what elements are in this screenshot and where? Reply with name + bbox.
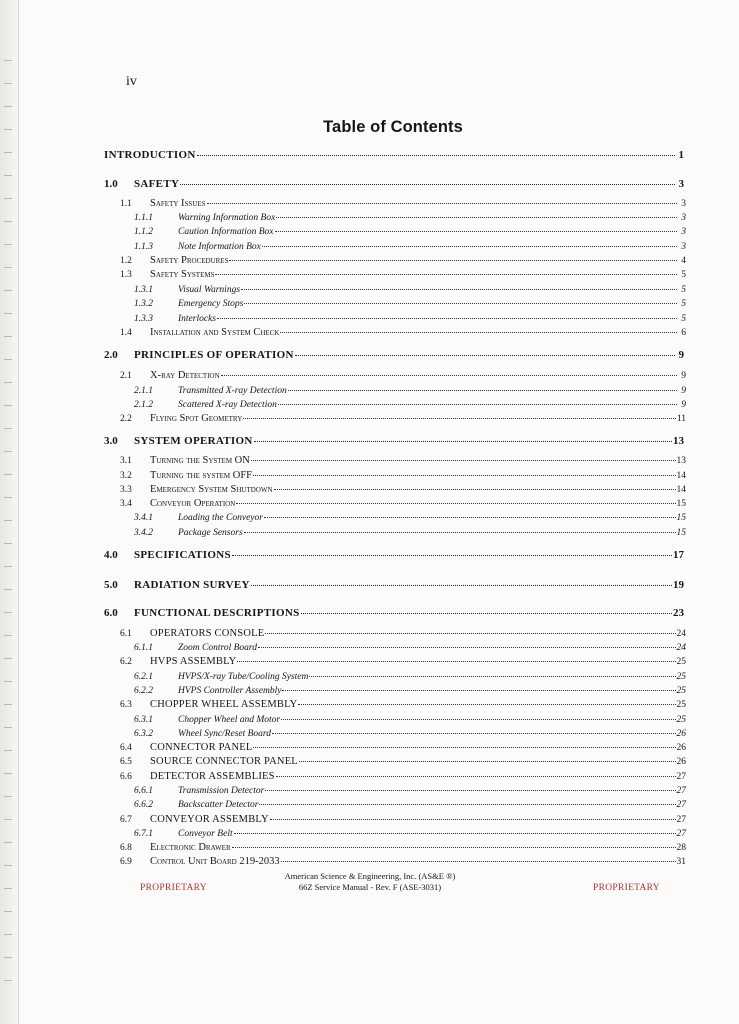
toc-entry-page: 3 xyxy=(681,199,686,209)
toc-entry[interactable] xyxy=(120,469,686,483)
binding-tick xyxy=(4,934,12,935)
toc-entry-page: 1 xyxy=(678,149,684,161)
dot-leader xyxy=(229,260,677,261)
toc-entry[interactable] xyxy=(120,855,686,869)
toc-entry-number: 2.1.1 xyxy=(134,386,153,396)
toc-entry[interactable] xyxy=(134,312,686,326)
dot-leader xyxy=(288,390,677,391)
toc-entry-page: 27 xyxy=(676,815,686,825)
toc-entry-page: 25 xyxy=(676,715,686,725)
dot-leader xyxy=(299,761,676,762)
toc-entry-page: 17 xyxy=(673,549,684,561)
dot-leader xyxy=(258,647,675,648)
toc-entry[interactable] xyxy=(134,784,686,798)
toc-entry-label: PRINCIPLES OF OPERATION xyxy=(134,349,294,361)
dot-leader xyxy=(251,585,672,586)
toc-entry-number: 6.2.2 xyxy=(134,686,153,696)
toc-entry-number: 2.2 xyxy=(120,414,132,424)
toc-entry-page: 24 xyxy=(676,629,686,639)
toc-entry[interactable] xyxy=(104,606,684,620)
toc-entry-label: CONVEYOR ASSEMBLY xyxy=(150,814,269,825)
toc-entry-number: 6.7 xyxy=(120,815,132,825)
page-number: iv xyxy=(126,74,137,89)
toc-entry-number: 1.3 xyxy=(120,270,132,280)
toc-entry-label: HVPS/X-ray Tube/Cooling System xyxy=(178,672,309,682)
toc-entry-page: 14 xyxy=(676,485,686,495)
toc-entry-page: 3 xyxy=(681,242,686,252)
toc-entry-number: 6.3.1 xyxy=(134,715,153,725)
toc-entry[interactable] xyxy=(104,548,684,562)
toc-entry-label: Chopper Wheel and Motor xyxy=(178,715,281,725)
dot-leader xyxy=(253,475,676,476)
toc-entry-number: 4.0 xyxy=(104,549,118,561)
toc-entry[interactable] xyxy=(120,698,686,712)
toc-entry-page: 25 xyxy=(676,686,686,696)
toc-entry-number: 2.0 xyxy=(104,349,118,361)
toc-entry-page: 19 xyxy=(673,579,684,591)
toc-entry-label: Control Unit Board 219-2033 xyxy=(150,856,280,867)
toc-entry[interactable] xyxy=(134,240,686,254)
toc-entry-label: Transmitted X-ray Detection xyxy=(178,386,287,396)
toc-entry[interactable] xyxy=(104,148,684,162)
dot-leader xyxy=(274,489,676,490)
toc-entry-page: 4 xyxy=(681,256,686,266)
toc-entry-label: HVPS ASSEMBLY xyxy=(150,656,237,667)
toc-entry-label: X-ray Detection xyxy=(150,370,220,381)
toc-entry-page: 5 xyxy=(681,299,686,309)
dot-leader xyxy=(180,184,675,185)
footer-manual: 66Z Service Manual - Rev. F (ASE-3031) xyxy=(298,882,442,892)
dot-leader xyxy=(232,847,676,848)
toc-entry-page: 28 xyxy=(676,843,686,853)
toc-entry-label: Caution Information Box xyxy=(178,227,274,237)
dot-leader xyxy=(244,303,677,304)
toc-entry-number: 6.6.1 xyxy=(134,786,153,796)
toc-entry-number: 6.4 xyxy=(120,743,132,753)
toc-entry[interactable] xyxy=(134,684,686,698)
toc-entry-page: 5 xyxy=(681,270,686,280)
toc-entry[interactable] xyxy=(134,670,686,684)
toc-entry[interactable] xyxy=(120,197,686,211)
toc-entry-number: 6.0 xyxy=(104,607,118,619)
toc-entry-label: Loading the Conveyor xyxy=(178,513,263,523)
toc-entry-label: Safety Issues xyxy=(150,198,206,209)
toc-entry[interactable] xyxy=(134,297,686,311)
toc-entry-page: 9 xyxy=(681,371,686,381)
toc-entry-page: 3 xyxy=(681,213,686,223)
toc-entry-label: OPERATORS CONSOLE xyxy=(150,628,265,639)
binding-tick xyxy=(4,911,12,912)
toc-entry[interactable] xyxy=(134,511,686,525)
toc-entry-number: 1.1.3 xyxy=(134,242,153,252)
toc-entry-page: 27 xyxy=(676,786,686,796)
toc-entry-page: 27 xyxy=(676,800,686,810)
toc-entry-number: 1.3.3 xyxy=(134,314,153,324)
toc-entry[interactable] xyxy=(134,727,686,741)
toc-entry-number: 6.9 xyxy=(120,857,132,867)
toc-entry[interactable] xyxy=(120,254,686,268)
toc-entry-number: 6.8 xyxy=(120,843,132,853)
toc-entry-number: 3.4 xyxy=(120,499,132,509)
toc-entry-label: Emergency Stops xyxy=(178,299,244,309)
toc-entry-number: 3.1 xyxy=(120,456,132,466)
toc-entry[interactable] xyxy=(134,225,686,239)
toc-entry-label: Conveyor Operation xyxy=(150,498,236,509)
toc-entry-page: 9 xyxy=(681,400,686,410)
toc-entry-page: 25 xyxy=(676,657,686,667)
dot-leader xyxy=(298,704,675,705)
toc-entry[interactable] xyxy=(120,497,686,511)
toc-entry-page: 15 xyxy=(676,513,686,523)
toc-entry-page: 3 xyxy=(681,227,686,237)
toc-entry-label: HVPS Controller Assembly xyxy=(178,686,282,696)
dot-leader xyxy=(207,203,677,204)
dot-leader xyxy=(197,155,675,156)
toc-entry-number: 1.1.1 xyxy=(134,213,153,223)
toc-entry[interactable] xyxy=(120,483,686,497)
toc-entry-number: 6.1.1 xyxy=(134,643,153,653)
toc-entry-number: 6.2.1 xyxy=(134,672,153,682)
toc-entry-label: Turning the System ON xyxy=(150,455,250,466)
toc-entry-label: RADIATION SURVEY xyxy=(134,579,250,591)
toc-entry-number: 2.1 xyxy=(120,371,132,381)
dot-leader xyxy=(270,819,676,820)
toc-entry-label: Zoom Control Board xyxy=(178,643,258,653)
dot-leader xyxy=(282,690,675,691)
toc-entry-number: 6.3.2 xyxy=(134,729,153,739)
toc-entry[interactable] xyxy=(104,177,684,191)
toc-entry-number: 5.0 xyxy=(104,579,118,591)
toc-entry[interactable] xyxy=(120,369,686,383)
toc-entry-page: 26 xyxy=(676,743,686,753)
toc-entry-label: INTRODUCTION xyxy=(104,149,196,161)
toc-entry-number: 1.3.1 xyxy=(134,285,153,295)
page-title: Table of Contents xyxy=(323,118,463,136)
dot-leader xyxy=(243,418,676,419)
toc-entry[interactable] xyxy=(120,770,686,784)
toc-entry-label: CONNECTOR PANEL xyxy=(150,742,253,753)
toc-entry[interactable] xyxy=(134,398,686,412)
dot-leader xyxy=(309,676,675,677)
toc-entry-label: Warning Information Box xyxy=(178,213,276,223)
toc-entry-label: Interlocks xyxy=(178,314,216,324)
dot-leader xyxy=(276,776,676,777)
toc-entry-number: 6.7.1 xyxy=(134,829,153,839)
toc-entry-label: Package Sensors xyxy=(178,528,243,538)
toc-entry-number: 1.2 xyxy=(120,256,132,266)
dot-leader xyxy=(217,318,677,319)
dot-leader xyxy=(280,332,677,333)
toc-entry-page: 9 xyxy=(678,349,684,361)
toc-entry-label: Backscatter Detector xyxy=(178,800,259,810)
proprietary-right: PROPRIETARY xyxy=(593,883,660,893)
toc-entry-label: Safety Procedures xyxy=(150,255,229,266)
toc-entry[interactable] xyxy=(104,578,684,592)
toc-entry-label: Wheel Sync/Reset Board xyxy=(178,729,272,739)
toc-entry-page: 24 xyxy=(676,643,686,653)
toc-entry-number: 1.1 xyxy=(120,199,132,209)
toc-entry-label: Scattered X-ray Detection xyxy=(178,400,277,410)
toc-entry-number: 1.1.2 xyxy=(134,227,153,237)
toc-entry-page: 6 xyxy=(681,328,686,338)
toc-entry-page: 13 xyxy=(673,435,684,447)
toc-entry-number: 1.0 xyxy=(104,178,118,190)
dot-leader xyxy=(234,833,676,834)
toc-entry[interactable] xyxy=(134,641,686,655)
toc-entry-number: 2.1.2 xyxy=(134,400,153,410)
dot-leader xyxy=(253,747,675,748)
toc-entry-page: 15 xyxy=(676,499,686,509)
toc-entry-number: 6.2 xyxy=(120,657,132,667)
footer-imprint xyxy=(260,871,480,893)
toc-entry[interactable] xyxy=(104,434,684,448)
toc-entry-number: 3.4.2 xyxy=(134,528,153,538)
footer-company: American Science & Engineering, Inc. (AS&E ®) xyxy=(284,871,456,881)
toc-entry[interactable] xyxy=(120,755,686,769)
toc-entry-page: 14 xyxy=(676,471,686,481)
dot-leader xyxy=(244,532,676,533)
toc-entry[interactable] xyxy=(134,283,686,297)
dot-leader xyxy=(241,289,677,290)
binding-tick xyxy=(4,980,12,981)
dot-leader xyxy=(281,719,675,720)
toc-entry[interactable] xyxy=(120,741,686,755)
toc-entry-label: Turning the system OFF xyxy=(150,470,252,481)
dot-leader xyxy=(272,733,675,734)
binding-tick xyxy=(4,957,12,958)
toc-entry-number: 6.6.2 xyxy=(134,800,153,810)
toc-entry-label: CHOPPER WHEEL ASSEMBLY xyxy=(150,699,298,710)
toc-entry-label: SYSTEM OPERATION xyxy=(134,435,253,447)
toc-entry[interactable] xyxy=(120,813,686,827)
dot-leader xyxy=(254,441,672,442)
dot-leader xyxy=(301,613,672,614)
toc-entry-label: Installation and System Check xyxy=(150,327,280,338)
toc-entry-label: Visual Warnings xyxy=(178,285,241,295)
toc-entry-label: Electronic Drawer xyxy=(150,842,231,853)
toc-entry-page: 26 xyxy=(676,729,686,739)
toc-entry-page: 13 xyxy=(676,456,686,466)
toc-entry-number: 6.5 xyxy=(120,757,132,767)
toc-entry-label: SAFETY xyxy=(134,178,180,190)
toc-entry-page: 27 xyxy=(676,772,686,782)
dot-leader xyxy=(251,460,676,461)
toc-entry[interactable] xyxy=(120,454,686,468)
toc-entry-page: 11 xyxy=(676,414,686,424)
toc-entry-page: 5 xyxy=(681,314,686,324)
toc-entry-label: SOURCE CONNECTOR PANEL xyxy=(150,756,298,767)
dot-leader xyxy=(232,555,672,556)
dot-leader xyxy=(278,404,677,405)
dot-leader xyxy=(259,804,675,805)
toc-entry[interactable] xyxy=(120,268,686,282)
toc-entry-label: SPECIFICATIONS xyxy=(134,549,231,561)
dot-leader xyxy=(275,231,677,232)
dot-leader xyxy=(276,217,677,218)
toc-entry-page: 3 xyxy=(678,178,684,190)
toc-entry-number: 3.4.1 xyxy=(134,513,153,523)
toc-entry-label: Flying Spot Geometry xyxy=(150,413,243,424)
toc-entry-page: 31 xyxy=(676,857,686,867)
toc-entry-label: Conveyor Belt xyxy=(178,829,233,839)
toc-entry-page: 27 xyxy=(676,829,686,839)
proprietary-left: PROPRIETARY xyxy=(140,883,207,893)
toc-entry[interactable] xyxy=(104,348,684,362)
toc-entry-number: 3.2 xyxy=(120,471,132,481)
toc-entry-number: 1.3.2 xyxy=(134,299,153,309)
toc-entry[interactable] xyxy=(120,326,686,340)
toc-entry-number: 3.3 xyxy=(120,485,132,495)
toc-entry-page: 15 xyxy=(676,528,686,538)
toc-entry-label: Note Information Box xyxy=(178,242,261,252)
toc-entry-label: DETECTOR ASSEMBLIES xyxy=(150,771,275,782)
dot-leader xyxy=(221,375,677,376)
toc-entry[interactable] xyxy=(134,713,686,727)
toc-entry-page: 9 xyxy=(681,386,686,396)
toc-entry[interactable] xyxy=(120,412,686,426)
toc-entry[interactable] xyxy=(120,627,686,641)
toc-entry[interactable] xyxy=(120,655,686,669)
dot-leader xyxy=(265,790,675,791)
toc-entry[interactable] xyxy=(120,841,686,855)
dot-leader xyxy=(281,861,676,862)
toc-entry[interactable] xyxy=(134,384,686,398)
toc-entry-page: 25 xyxy=(676,700,686,710)
toc-entry[interactable] xyxy=(134,827,686,841)
toc-entry-label: Safety Systems xyxy=(150,269,215,280)
dot-leader xyxy=(215,274,677,275)
toc-entry-page: 25 xyxy=(676,672,686,682)
dot-leader xyxy=(237,661,675,662)
toc-entry-page: 5 xyxy=(681,285,686,295)
toc-entry[interactable] xyxy=(134,526,686,540)
toc-entry[interactable] xyxy=(134,211,686,225)
toc-entry-label: Emergency System Shutdown xyxy=(150,484,273,495)
toc-entry-number: 1.4 xyxy=(120,328,132,338)
toc-entry-number: 6.6 xyxy=(120,772,132,782)
toc-entry-number: 6.3 xyxy=(120,700,132,710)
dot-leader xyxy=(264,517,676,518)
dot-leader xyxy=(295,355,675,356)
dot-leader xyxy=(265,633,675,634)
toc-entry-number: 6.1 xyxy=(120,629,132,639)
dot-leader xyxy=(262,246,677,247)
toc-entry-number: 3.0 xyxy=(104,435,118,447)
toc-entry-label: Transmission Detector xyxy=(178,786,265,796)
toc-entry-page: 26 xyxy=(676,757,686,767)
toc-entry-page: 23 xyxy=(673,607,684,619)
toc-entry[interactable] xyxy=(134,798,686,812)
dot-leader xyxy=(236,503,675,504)
toc-entry-label: FUNCTIONAL DESCRIPTIONS xyxy=(134,607,300,619)
